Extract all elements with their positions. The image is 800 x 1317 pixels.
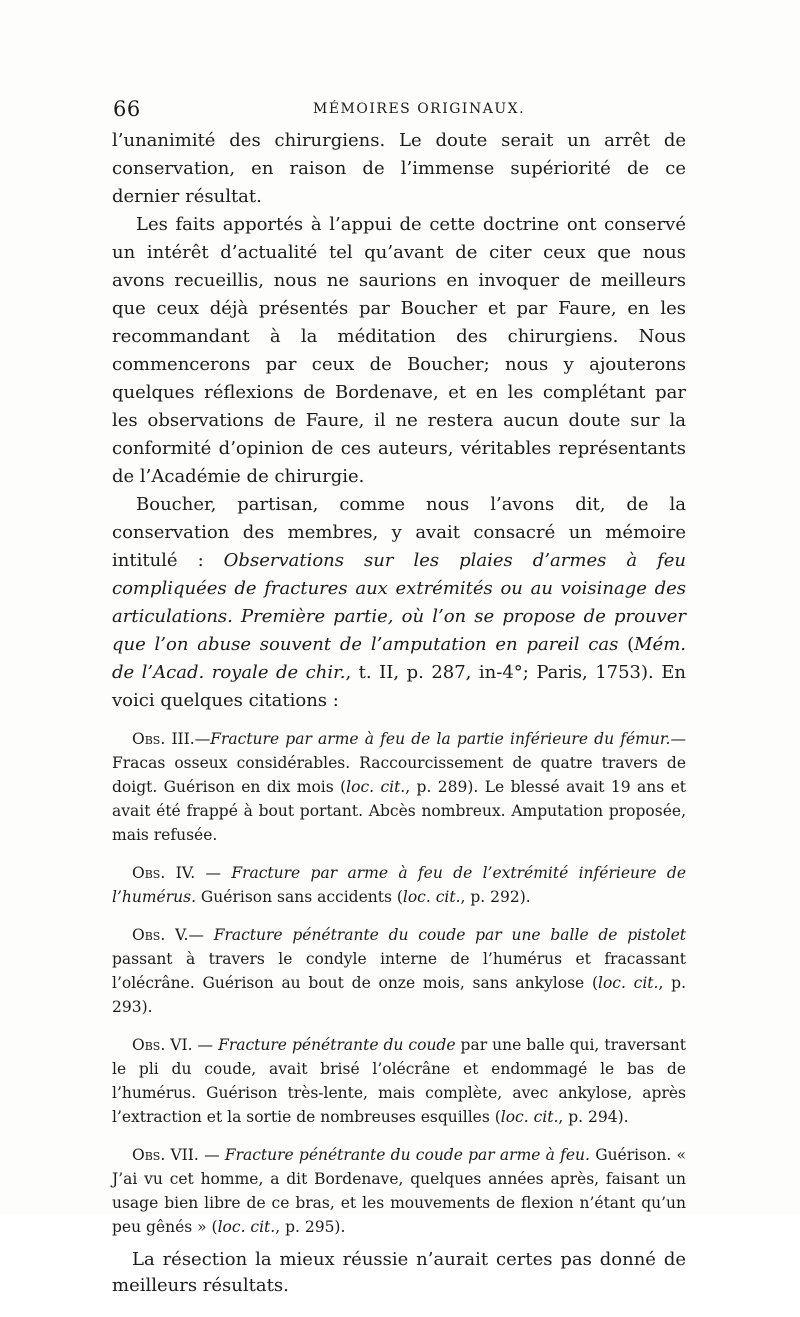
paragraph-boucher — [112, 491, 686, 715]
observation-body-end: , p. 292). — [460, 888, 531, 906]
observation-label: Obs. III. — [132, 730, 195, 748]
observation-dash: — — [192, 1036, 219, 1054]
observation-cite: loc. cit. — [402, 888, 461, 906]
closing-paragraph: La résection la mieux réussie n’aurait certes pas donné de meilleurs résultats. — [112, 1249, 686, 1296]
observation-item — [112, 1033, 686, 1129]
observation-label: Obs. VII. — [132, 1146, 199, 1164]
observation-item — [112, 1143, 686, 1239]
observation-title: Fracture pénétrante du coude — [218, 1036, 456, 1054]
page-number: 66 — [113, 97, 141, 121]
memoir-ref-open: ( — [618, 634, 635, 655]
observation-label: Obs. VI. — [132, 1036, 193, 1054]
observation-title: Fracture par arme à feu de l’extrémité inférieure de l’humérus. — [112, 864, 686, 906]
paragraph-continuation: l’unanimité des chirurgiens. Le doute serait un arrêt de conservation, en raison de l’immense supériorité de ce dernier résultat. — [112, 130, 686, 207]
memoir-ref-rest: , t. II, p. 287, in-4°; Paris, 1753). En voici quelques citations : — [112, 662, 686, 711]
observation-item — [112, 861, 686, 909]
observation-item — [112, 923, 686, 1019]
paragraph-doctrine: Les faits apportés à l’appui de cette doctrine ont conservé un intérêt d’actualité tel qu’avant de citer ceux que nous avons recueillis, nous ne saurions en invoquer de meilleurs que ceux déjà présentés par Boucher et par Faure, en les recommandant à la méditation des chirurgiens. Nous commencerons par ceux de Boucher; nous y ajouterons quelques réflexions de Bordenave, et en les complétant par les observations de Faure, il ne restera aucun doute sur la conformité d’opinion de ces auteurs, véritables représentants de l’Académie de chirurgie. — [112, 214, 686, 487]
observation-cite: loc. cit. — [217, 1218, 276, 1236]
body-text — [112, 127, 686, 1317]
observation-dash: — — [194, 730, 211, 748]
memoir-title: Observations sur les plaies d’armes à feu compliquées de fractures aux extrémités ou au voisinage des articulations. Première partie, où l’on se propose de prouver que l’on abuse souvent de l’amputation en pareil cas — [112, 550, 686, 655]
observation-body: passant à travers le condyle interne de l’humérus et fracassant l’olécrâne. Guérison au bout de onze mois, sans ankylose ( — [112, 950, 686, 992]
page-header — [113, 97, 693, 125]
observation-cite: loc. cit. — [500, 1108, 559, 1126]
observation-body: Guérison sans accidents ( — [196, 888, 403, 906]
observation-title: Fracture pénétrante du coude par une balle de pistolet — [213, 926, 686, 944]
observations-list — [112, 727, 686, 1239]
observation-body-end: , p. 293). — [112, 974, 686, 1016]
observation-dash: — — [188, 926, 214, 944]
observation-title: Fracture pénétrante du coude par arme à feu. — [224, 1146, 590, 1164]
memoir-journal: Mém. de l’Acad. royale de chir. — [112, 634, 686, 683]
observation-body: Guérison. « J’ai vu cet homme, a dit Bordenave, quelques années après, faisant un usage bien libre de ce bras, et les mouvements de flexion n’étant qu’un peu gênés » ( — [112, 1146, 687, 1236]
observation-item — [112, 727, 686, 847]
observation-label: Obs. V. — [132, 926, 189, 944]
observation-title: Fracture par arme à feu de la partie inférieure du fémur. — [210, 730, 671, 748]
observation-cite: loc. cit. — [598, 974, 659, 992]
observation-label: Obs. IV. — [132, 864, 196, 882]
observation-cite: loc. cit. — [346, 778, 406, 796]
observation-body: par une balle qui, traversant le pli du coude, avait brisé l’olécrâne et endommagé le bas de l’humérus. Guérison très-lente, mais complète, avec ankylose, après l’extraction et la sortie de nombreuses esquilles ( — [112, 1036, 687, 1126]
boucher-lead: Boucher, partisan, comme nous l’avons dit, de la conservation des membres, y avait consacré un mémoire intitulé : — [112, 494, 686, 571]
observation-body-end: , p. 294). — [558, 1108, 629, 1126]
observation-dash: — — [198, 1146, 225, 1164]
observation-body-end: , p. 295). — [275, 1218, 346, 1236]
running-head: MÉMOIRES ORIGINAUX. — [313, 101, 526, 117]
observation-body-end: , p. 289). Le blessé avait 19 ans et avait été frappé à bout portant. Abcès nombreux. Amputation proposée, mais refusée. — [112, 778, 686, 844]
observation-body: — Fracas osseux considérables. Raccourcissement de quatre travers de doigt. Guérison en dix mois ( — [112, 730, 686, 796]
observation-dash: — — [195, 864, 232, 882]
